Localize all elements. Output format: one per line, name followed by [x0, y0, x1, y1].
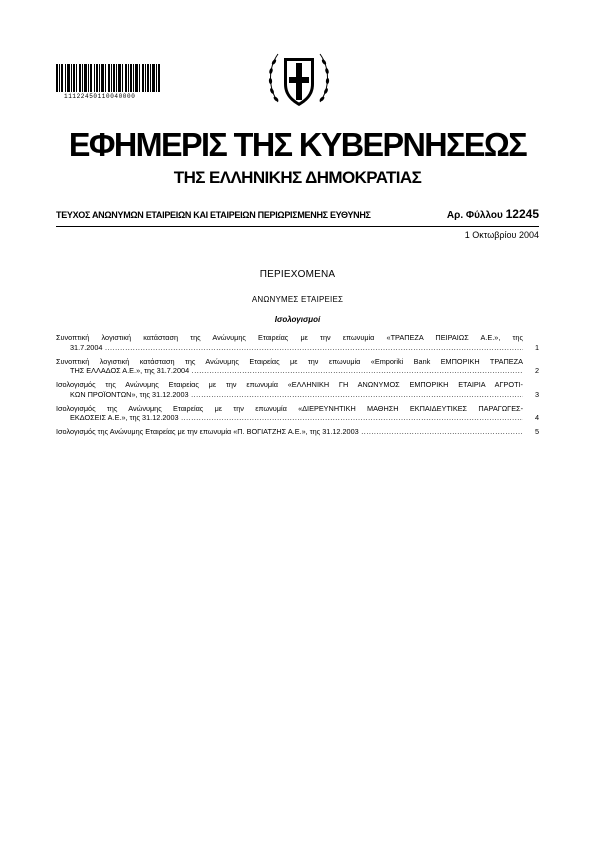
issue-date: 1 Οκτωβρίου 2004: [464, 230, 539, 240]
toc-entry[interactable]: [56, 357, 539, 376]
table-of-contents: [56, 333, 539, 441]
gazette-title: ΕΦΗΜΕΡΙΣ ΤΗΣ ΚΥΒΕΡΝΗΣΕΩΣ: [68, 126, 527, 163]
toc-page-number: 4: [534, 413, 539, 423]
toc-page-number: 2: [534, 366, 539, 376]
coat-of-arms-emblem: [264, 44, 334, 114]
issue-number-block: [447, 207, 539, 221]
issue-label: Αρ. Φύλλου: [446, 210, 503, 221]
toc-page-number: 3: [534, 389, 539, 399]
toc-entry-text: Συνοπτική λογιστική κατάσταση της Ανώνυμης Εταιρείας με την επωνυμία «ΤΡΑΠΕΖΑ ΠΕΙΡΑΙΩΣ Α.Ε.», της: [56, 333, 523, 342]
toc-entry-text: Ισολογισμός της Ανώνυμης Εταιρείας με την επωνυμία «ΔΙΕΡΕΥΝΗΤΙΚΗ ΜΑΘΗΣΗ ΕΚΠΑΙΔΕΥΤΙΚΕΣ ΠΑΡΑΓΩΓΕΣ-: [56, 403, 523, 413]
toc-entry-text: Ισολογισμός της Ανώνυμης Εταιρείας με την επωνυμία «ΕΛΛΗΝΙΚΗ ΓΗ ΑΝΩΝΥΜΟΣ ΕΜΠΟΡΙΚΗ ΕΤΑΙΡΙΑ ΑΓΡΟΤΙ-: [56, 380, 523, 390]
toc-entry[interactable]: [56, 427, 539, 437]
gazette-subtitle: ΤΗΣ ΕΛΛΗΝΙΚΗΣ ΔΗΜΟΚΡΑΤΙΑΣ: [173, 168, 422, 187]
toc-entry[interactable]: [56, 404, 539, 423]
toc-page-number: 1: [534, 342, 539, 352]
contents-heading: ΠΕΡΙΕΧΟΜΕΝΑ: [259, 269, 336, 280]
barcode: [56, 64, 160, 92]
toc-entry-text-cont: ΕΚΔΟΣΕΙΣ Α.Ε.», της 31.12.2003 .....: [56, 413, 523, 423]
toc-entry-text-cont: ΚΩΝ ΠΡΟΪΟΝΤΩΝ», της 31.12.2003 .....: [56, 390, 523, 400]
barcode-number: 11122450110040000: [64, 93, 136, 100]
toc-entry-text: Συνοπτική λογιστική κατάσταση της Ανώνυμης Εταιρείας με την επωνυμία «Emporiki Bank ΕΜΠΟΡΙΚΗ ΤΡΑΠΕΖΑ: [56, 356, 523, 366]
toc-entry[interactable]: [56, 380, 539, 399]
issue-row: [56, 207, 539, 227]
issue-number: 12245: [505, 207, 539, 221]
toc-page-number: 5: [534, 427, 539, 437]
section-heading: ΑΝΩΝΥΜΕΣ ΕΤΑΙΡΕΙΕΣ: [251, 295, 344, 304]
subsection-heading: Ισολογισμοί: [274, 315, 321, 324]
issue-title: ΤΕΥΧΟΣ ΑΝΩΝΥΜΩΝ ΕΤΑΙΡΕΙΩΝ ΚΑΙ ΕΤΑΙΡΕΙΩΝ ΠΕΡΙΩΡΙΣΜΕΝΗΣ ΕΥΘΥΝΗΣ: [56, 210, 371, 220]
toc-entry-text: Ισολογισμός της Ανώνυμης Εταιρείας με την επωνυμία «Π. ΒΟΓΙΑΤΖΗΣ Α.Ε.», της 31.12.2003 .....: [56, 427, 523, 437]
toc-entry-text-cont: 31.7.2004 .....: [56, 343, 523, 353]
toc-entry[interactable]: [56, 333, 539, 352]
toc-entry-text-cont: ΤΗΣ ΕΛΛΑΔΟΣ Α.Ε.», της 31.7.2004 .....: [56, 366, 523, 376]
